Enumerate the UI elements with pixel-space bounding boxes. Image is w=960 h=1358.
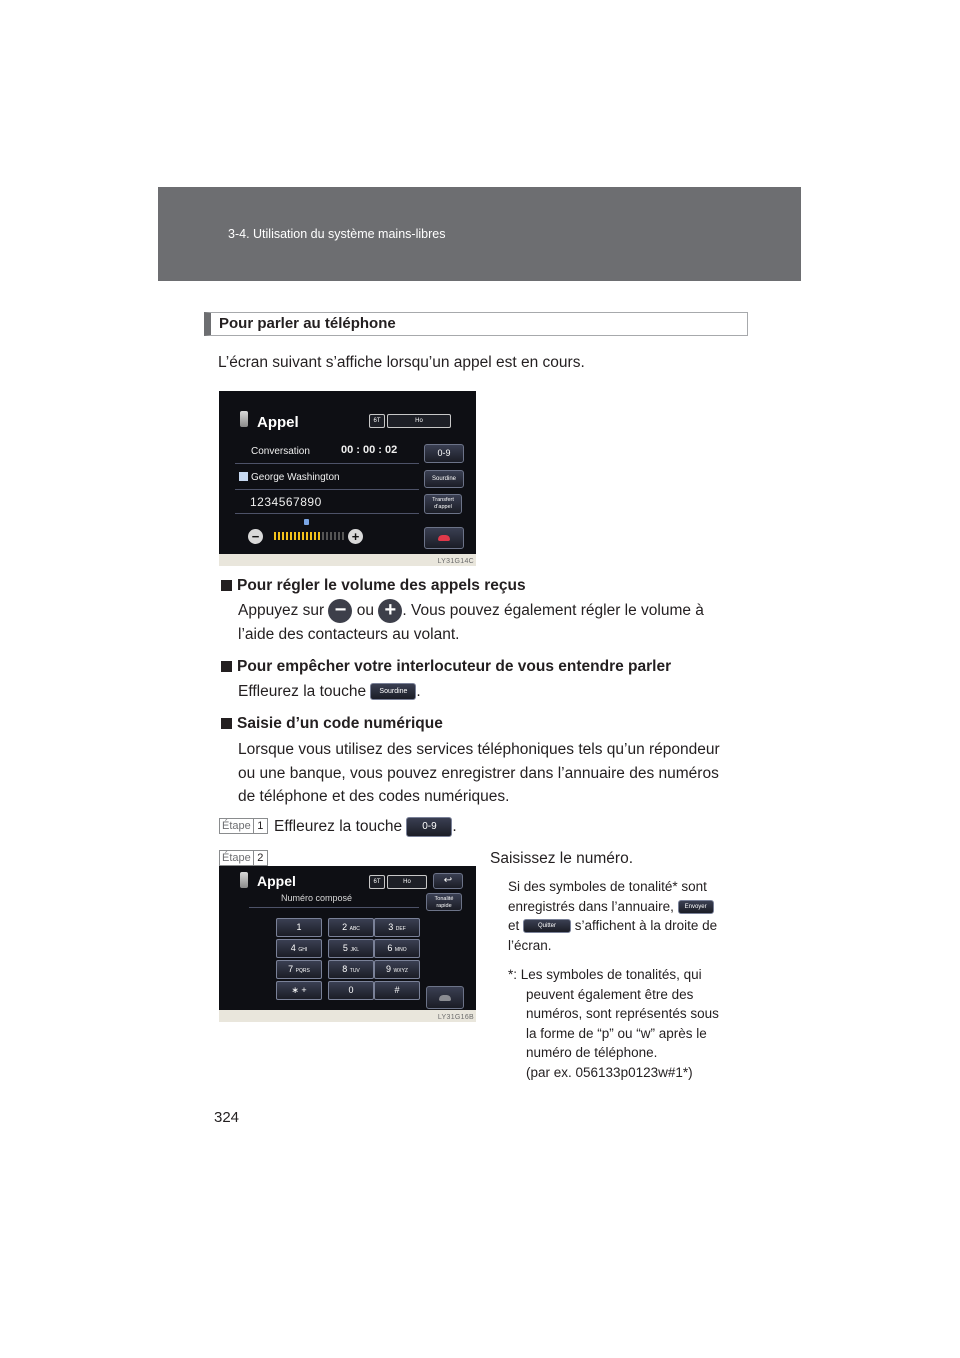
phone-number: 1234567890 [250,495,322,509]
code-text-line: Lorsque vous utilisez des services téléphoniques tels qu’un répondeur [238,741,720,758]
tone-note: Si des symboles de tonalité* sont enregistrés dans l’annuaire, Envoyer et Quitter s’affichent à la droite de l’écran. [508,879,718,953]
transfer-call-button[interactable]: Transfert d’appel [424,494,462,514]
hang-up-button[interactable] [426,986,464,1009]
keypad-button[interactable]: 0-9 [424,444,464,463]
quick-tone-button[interactable]: Tonalité rapide [426,893,462,911]
step-1-badge: Étape 1 [219,818,268,834]
intro-text: L’écran suivant s’affiche lorsqu’un appel est en cours. [218,354,585,371]
image-code: LY31G14C [437,558,474,565]
signal-badge: 6T [369,414,385,428]
key-1[interactable]: 1 [276,918,322,937]
square-bullet-icon [221,661,232,672]
key-2[interactable]: 2 ABC [328,918,374,937]
back-button[interactable] [433,873,463,889]
key-hash[interactable]: # [374,981,420,1000]
topic-heading [204,312,748,336]
hang-up-button[interactable] [424,527,464,549]
back-arrow-icon: ↩ [443,875,453,886]
page-number: 324 [214,1109,240,1126]
section-header [158,187,801,281]
square-bullet-icon [221,718,232,729]
contact-name: George Washington [251,472,340,483]
divider [235,513,419,514]
plus-icon: + [378,599,402,623]
send-button-icon: Envoyer [678,900,714,914]
key-6[interactable]: 6 MNO [374,939,420,958]
footnote: *: Les symboles de tonalités, qui peuvent également être des numéros, sont représentés sous la forme de “p” ou “w” après le numéro de téléphone. (par ex. 056133p0123w#1*) [508,967,719,1080]
contact-icon [239,472,248,481]
key-4[interactable]: 4 GHI [276,939,322,958]
hang-up-icon [439,995,451,1001]
status-bar: Ho [387,875,427,889]
minus-icon: − [328,599,352,623]
call-screen-image [219,391,476,566]
call-screen-title: Appel [257,414,299,431]
dialed-number-label: Numéro composé [281,893,353,903]
volume-instructions: Appuyez sur − ou + . Vous pouvez également régler le volume à [238,599,704,621]
volume-instructions-cont: l’aide des contacteurs au volant. [238,626,460,643]
volume-up-button[interactable]: + [348,529,363,544]
signal-badge: 6T [369,875,385,889]
key-9[interactable]: 9 WXYZ [374,960,420,979]
image-caption-strip [219,554,476,566]
divider [235,463,419,464]
divider [249,907,419,908]
volume-level-bar [274,532,344,540]
step-1-text: Effleurez la touche 0-9 . [274,818,457,835]
code-text-line: ou une banque, vous pouvez enregistrer dans l’annuaire des numéros [238,765,719,782]
hang-up-icon [438,535,450,541]
key-3[interactable]: 3 DEF [374,918,420,937]
section-title: 3-4. Utilisation du système mains-libres [228,227,446,241]
code-heading: Saisie d’un code numérique [221,712,443,736]
quit-button-icon: Quitter [523,919,571,933]
conversation-label: Conversation [251,446,310,457]
code-text-line: de téléphone et des codes numériques. [238,788,510,805]
step-2-text: Saisissez le numéro. [490,850,634,867]
image-caption-strip [219,1010,476,1022]
volume-down-button[interactable]: − [248,529,263,544]
topic-title: Pour parler au téléphone [219,315,396,332]
image-code: LY31G16B [437,1014,474,1021]
phone-icon [240,872,248,888]
key-5[interactable]: 5 JKL [328,939,374,958]
mute-button-icon: Sourdine [370,683,416,700]
key-0[interactable]: 0 [328,981,374,1000]
key-7[interactable]: 7 PQRS [276,960,322,979]
status-bar: Ho [387,414,451,428]
speaker-icon [304,519,309,525]
dialpad-screen-image [219,866,476,1022]
keypad-button-icon: 0-9 [406,817,452,837]
call-timer: 00 : 00 : 02 [341,444,398,456]
key-star-plus[interactable]: ∗ + [276,981,322,1000]
step-2-badge: Étape 2 [219,850,268,866]
mute-heading: Pour empêcher votre interlocuteur de vous entendre parler [221,655,671,679]
dialpad-screen-title: Appel [257,873,296,889]
mute-instructions: Effleurez la touche Sourdine . [238,683,421,700]
volume-heading: Pour régler le volume des appels reçus [221,574,526,598]
mute-button[interactable]: Sourdine [424,470,464,488]
square-bullet-icon [221,580,232,591]
key-8[interactable]: 8 TUV [328,960,374,979]
phone-icon [240,411,248,427]
divider [235,489,419,490]
